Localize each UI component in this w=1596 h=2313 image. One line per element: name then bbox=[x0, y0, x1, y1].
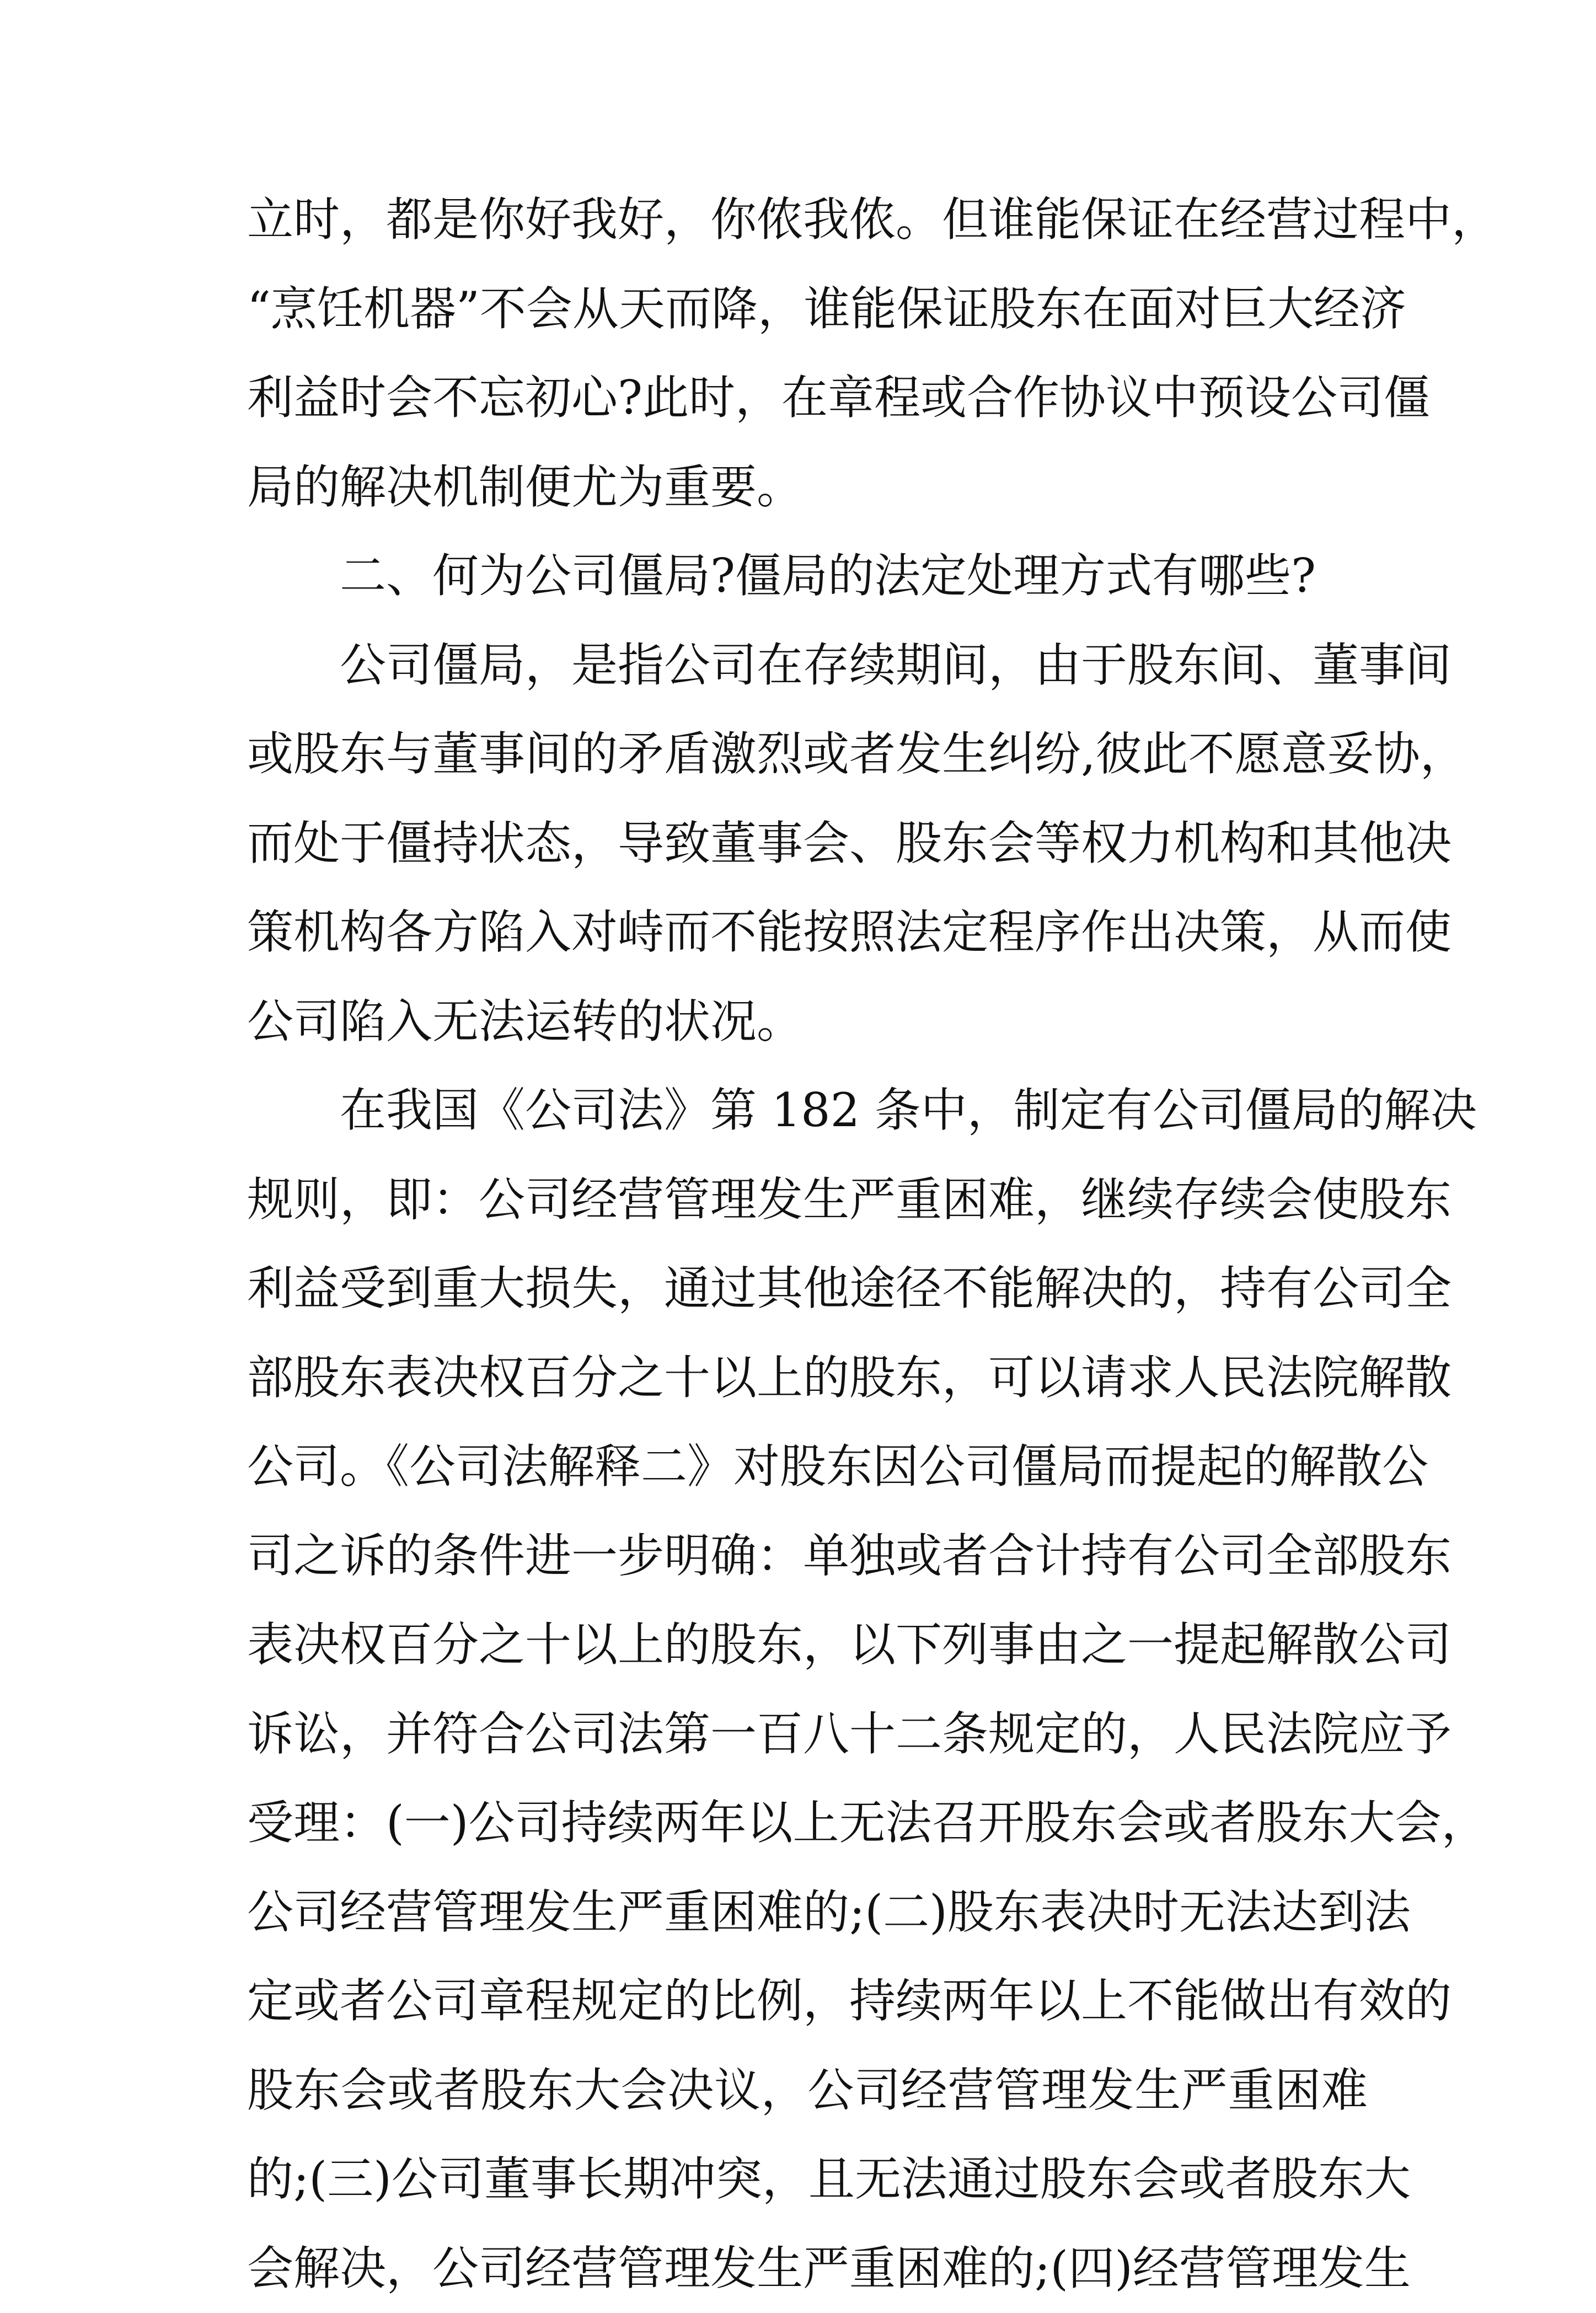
text-line: 公司经营管理发生严重困难的;(二)股东表决时无法达到法 bbox=[247, 1868, 1368, 1957]
text-line: 或股东与董事间的矛盾激烈或者发生纠纷,彼此不愿意妥协， bbox=[247, 710, 1368, 799]
text-line: 表决权百分之十以上的股东，以下列事由之一提起解散公司 bbox=[247, 1600, 1368, 1690]
text-line: 定或者公司章程规定的比例，持续两年以上不能做出有效的 bbox=[247, 1957, 1368, 2046]
text-line: 司之诉的条件进一步明确：单独或者合计持有公司全部股东 bbox=[247, 1512, 1368, 1601]
text-line: 立时，都是你好我好，你侬我侬。但谁能保证在经营过程中， bbox=[247, 175, 1368, 265]
text-line: 而处于僵持状态，导致董事会、股东会等权力机构和其他决 bbox=[247, 799, 1368, 888]
text-line: 利益时会不忘初心?此时，在章程或合作协议中预设公司僵 bbox=[247, 354, 1368, 443]
section-heading: 二、何为公司僵局?僵局的法定处理方式有哪些? bbox=[247, 532, 1368, 621]
text-line: 公司僵局，是指公司在存续期间，由于股东间、董事间 bbox=[247, 621, 1368, 710]
text-line: 诉讼，并符合公司法第一百八十二条规定的，人民法院应予 bbox=[247, 1690, 1368, 1779]
text-line: 在我国《公司法》第 182 条中，制定有公司僵局的解决 bbox=[247, 1066, 1368, 1155]
text-line: 部股东表决权百分之十以上的股东，可以请求人民法院解散 bbox=[247, 1334, 1368, 1423]
body-text bbox=[247, 175, 1368, 2313]
text-line: 利益受到重大损失，通过其他途径不能解决的，持有公司全 bbox=[247, 1244, 1368, 1334]
text-line: 规则，即：公司经营管理发生严重困难，继续存续会使股东 bbox=[247, 1155, 1368, 1245]
text-line: 受理：(一)公司持续两年以上无法召开股东会或者股东大会， bbox=[247, 1779, 1368, 1868]
text-line: “烹饪机器”不会从天而降，谁能保证股东在面对巨大经济 bbox=[247, 265, 1368, 354]
text-line: 策机构各方陷入对峙而不能按照法定程序作出决策，从而使 bbox=[247, 888, 1368, 977]
text-line: 会解决，公司经营管理发生严重困难的;(四)经营管理发生 bbox=[247, 2224, 1368, 2313]
text-line: 公司陷入无法运转的状况。 bbox=[247, 977, 1368, 1067]
text-line: 公司。《公司法解释二》对股东因公司僵局而提起的解散公 bbox=[247, 1422, 1368, 1512]
text-line: 的;(三)公司董事长期冲突，且无法通过股东会或者股东大 bbox=[247, 2135, 1368, 2224]
text-line: 局的解决机制便尤为重要。 bbox=[247, 443, 1368, 532]
text-line: 股东会或者股东大会决议，公司经营管理发生严重困难 bbox=[247, 2046, 1368, 2135]
